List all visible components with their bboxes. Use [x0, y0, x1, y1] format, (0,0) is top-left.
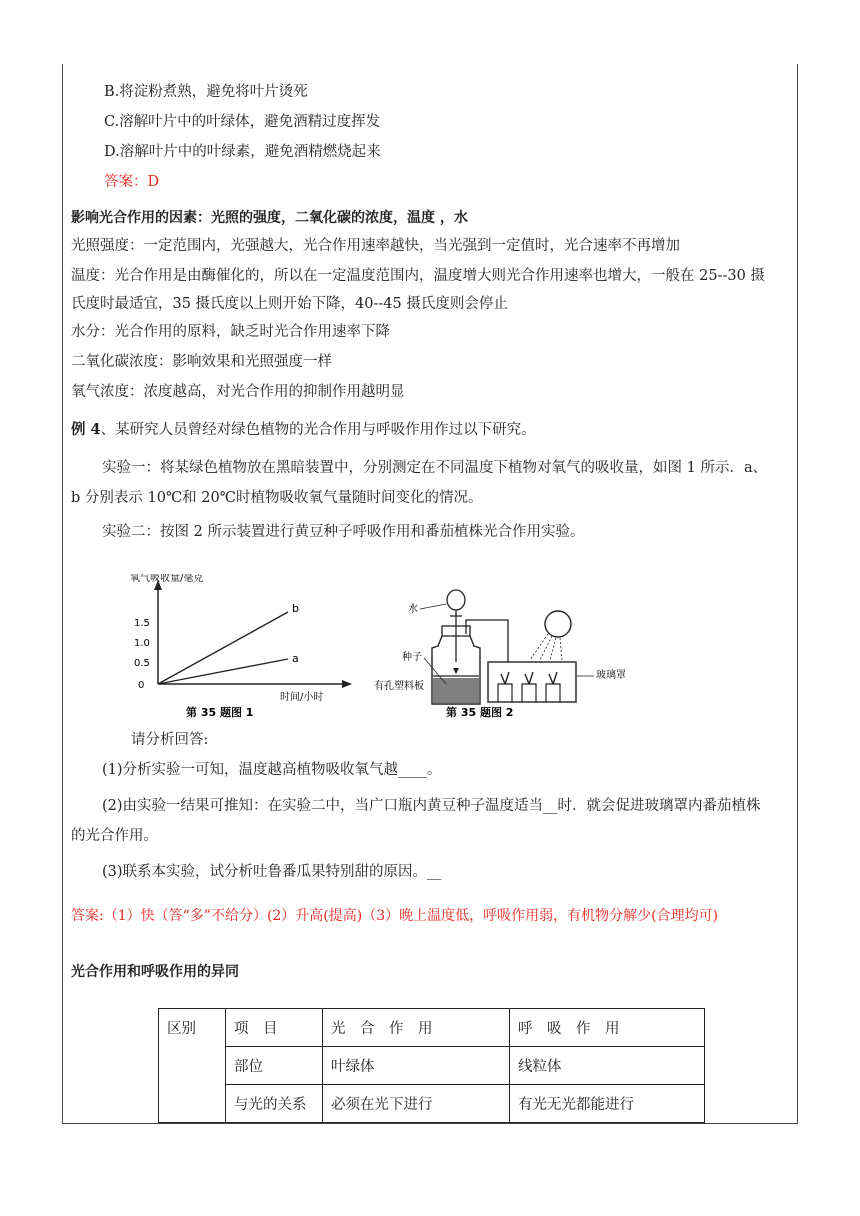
fig2-label-board: 有孔塑料板 [374, 681, 424, 692]
fig1-origin: 0 [138, 680, 145, 691]
fig1-ylabel: 氧气吸收量/毫克 [130, 574, 204, 584]
x-axis-arrow-icon [342, 680, 352, 688]
glass-cover [488, 662, 576, 702]
prompt: 请分析回答: [131, 732, 209, 748]
comparison-heading: 光合作用和呼吸作用的异同 [71, 964, 239, 980]
figure-2-apparatus [374, 590, 626, 719]
example-label: 例 4 [71, 421, 101, 438]
table-cell: 部位 [226, 1047, 323, 1085]
factor-temp-2: 氏度时最适宜，35 摄氏度以上则开始下降，40--45 摄氏度则会停止 [71, 296, 508, 312]
seed-pile [433, 678, 479, 703]
factor-light: 光照强度：一定范围内，光强越大，光合作用速率越快，当光强到一定值时，光合速率不再增加 [71, 238, 680, 254]
question-2-line1: (2)由实验一结果可推知：在实验二中，当广口瓶内黄豆种子温度适当__时．就会促进玻璃罩内番茄植株 [102, 798, 761, 814]
fig1-xlabel: 时间/小时 [280, 692, 324, 703]
fig2-label-cover: 玻璃罩 [596, 670, 626, 681]
answer-2: 答案:（1）快（答“多”不给分）(2）升高(提高)（3）晚上温度低，呼吸作用弱，有机物分解少(合理均可) [71, 908, 719, 924]
answer-1: 答案：D [104, 174, 160, 190]
lamp-icon [545, 611, 571, 637]
factor-co2: 二氧化碳浓度：影响效果和光照强度一样 [71, 354, 332, 370]
fig1-label-a: a [292, 652, 299, 665]
table-row [159, 1047, 705, 1085]
table-cell: 与光的关系 [226, 1085, 323, 1123]
fig1-tick-0.5: 0.5 [134, 658, 150, 669]
exp2: 实验二：按图 2 所示装置进行黄豆种子呼吸作用和番茄植株光合作用实验。 [102, 524, 585, 540]
example-intro-text: 、某研究人员曾经对绿色植物的光合作用与呼吸作用作过以下研究。 [100, 422, 536, 438]
fig1-label-b: b [292, 602, 299, 615]
option-c: C.溶解叶片中的叶绿体，避免酒精过度挥发 [104, 114, 381, 130]
table-row [159, 1085, 705, 1123]
fig2-label-water: 水 [408, 604, 418, 615]
question-1: (1)分析实验一可知，温度越高植物吸收氧气越____。 [102, 762, 442, 778]
down-arrow-icon [453, 668, 459, 674]
factors-heading: 影响光合作用的因素：光照的强度，二氧化碳的浓度，温度 ，水 [71, 210, 468, 226]
table-cell: 叶绿体 [323, 1047, 510, 1085]
question-3: (3)联系本实验，试分析吐鲁番瓜果特别甜的原因。__ [102, 864, 442, 880]
fig2-label-seeds: 种子 [402, 652, 422, 663]
plant-pots [498, 684, 560, 702]
option-d: D.溶解叶片中的叶绿素，避免酒精燃烧起来 [104, 144, 381, 160]
table-cell: 必须在光下进行 [323, 1085, 510, 1123]
line-a [158, 659, 288, 684]
factor-o2: 氧气浓度：浓度越高，对光合作用的抑制作用越明显 [71, 384, 405, 400]
exp1-line2: b 分别表示 10℃和 20℃时植物吸收氧气量随时间变化的情况。 [71, 490, 483, 506]
table-cell-category: 区别 [159, 1009, 226, 1123]
table-cell: 线粒体 [510, 1047, 705, 1085]
exp1-line1: 实验一：将某绿色植物放在黑暗装置中，分别测定在不同温度下植物对氧气的吸收量，如图 1 所示．a、 [102, 460, 768, 476]
funnel-bulb [447, 590, 465, 610]
comparison-table [158, 1008, 705, 1123]
example-intro [71, 420, 536, 440]
experiment-figures [120, 574, 720, 724]
light-rays [530, 634, 562, 660]
line-b [158, 612, 288, 684]
fig1-caption: 第 35 题图 1 [186, 706, 254, 719]
figure-1-graph [130, 574, 352, 719]
leader-water [420, 604, 446, 609]
fig1-tick-1.5: 1.5 [134, 618, 150, 629]
table-row [159, 1009, 705, 1047]
table-header-respiration: 呼 吸 作 用 [510, 1009, 705, 1047]
factor-water: 水分：光合作用的原料，缺乏时光合作用速率下降 [71, 324, 390, 340]
fig1-tick-1.0: 1.0 [134, 638, 150, 649]
table-header-photosynthesis: 光 合 作 用 [323, 1009, 510, 1047]
table-cell: 有光无光都能进行 [510, 1085, 705, 1123]
fig2-caption: 第 35 题图 2 [446, 706, 514, 719]
factor-temp-1: 温度：光合作用是由酶催化的，所以在一定温度范围内，温度增大则光合作用速率也增大，一般在 25--30 摄 [71, 268, 765, 284]
option-b: B.将淀粉煮熟，避免将叶片烫死 [104, 84, 308, 100]
question-2-line2: 的光合作用。 [71, 828, 158, 844]
tomato-plants [501, 672, 557, 684]
table-header-item: 项 目 [226, 1009, 323, 1047]
